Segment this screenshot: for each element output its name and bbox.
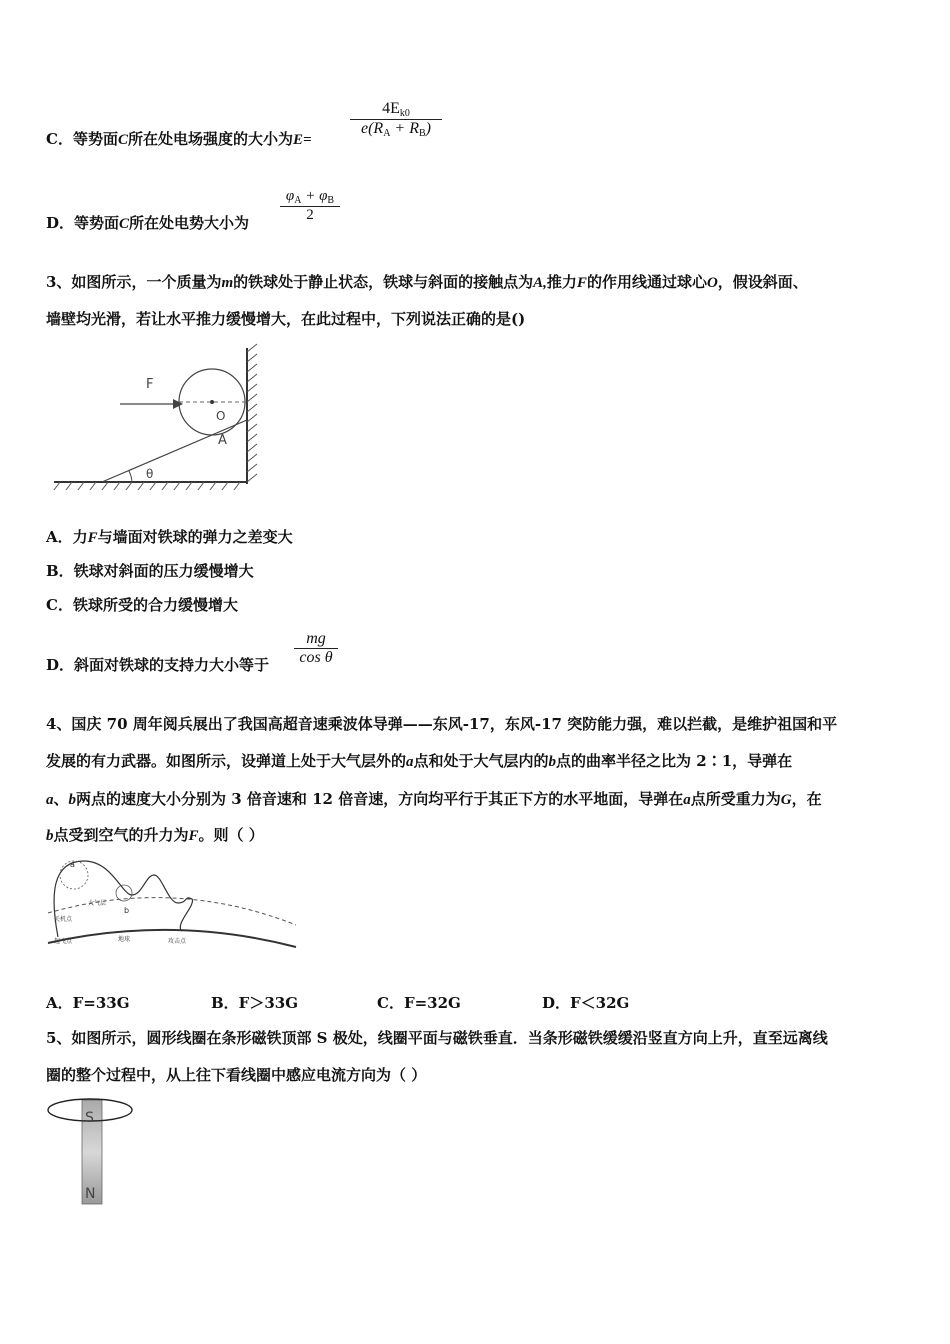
q3-figure-incline-ball bbox=[50, 342, 265, 492]
ground-hatching bbox=[54, 482, 240, 490]
fig-label-atmosphere: 大气层 bbox=[88, 900, 107, 907]
incline-line bbox=[102, 420, 247, 482]
magnet-N-label: N bbox=[85, 1186, 96, 1202]
q4-option-d: D．F＜32G bbox=[542, 994, 630, 1012]
theta-arc bbox=[129, 471, 132, 482]
fig-label-b: b bbox=[124, 906, 130, 915]
q3-option-c: C．铁球所受的合力缓慢增大 bbox=[46, 596, 238, 614]
label-O: O bbox=[216, 409, 226, 423]
q4-option-b: B．F＞33G bbox=[211, 994, 299, 1012]
theta-label: θ bbox=[146, 467, 154, 481]
q2-option-d: D．等势面C所在处电势大小为 bbox=[46, 214, 250, 232]
fig-label-a: a bbox=[70, 860, 75, 869]
q5-stem-line2: 圈的整个过程中，从上往下看线圈中感应电流方向为（ ） bbox=[46, 1066, 427, 1084]
q4-stem-line1: 4、国庆 70 周年阅兵展出了我国高超音速乘波体导弹——东风-17，东风-17 突防能力强，难以拦截，是维护祖国和平 bbox=[46, 715, 838, 733]
fig-label-shutoff: 关机点 bbox=[54, 916, 73, 923]
q5-stem-line1: 5、如图所示，圆形线圈在条形磁铁顶部 S 极处，线圈平面与磁铁垂直．当条形磁铁缓缓沿竖直方向上升，直至远离线 bbox=[46, 1029, 828, 1047]
q4-stem-line3: a、b两点的速度大小分别为 3 倍音速和 12 倍音速，方向均平行于其正下方的水平地面，导弹在a点所受重力为G，在 bbox=[46, 790, 822, 808]
q3-option-d: D．斜面对铁球的支持力大小等于 bbox=[46, 656, 270, 674]
q4-figure-trajectory bbox=[44, 855, 300, 955]
wall-hatching bbox=[247, 344, 257, 482]
q3-option-a: A．力F与墙面对铁球的弹力之差变大 bbox=[46, 528, 293, 546]
q3-option-b: B．铁球对斜面的压力缓慢增大 bbox=[46, 562, 254, 580]
q5-figure-magnet-coil bbox=[44, 1094, 136, 1208]
label-F: F bbox=[146, 377, 154, 392]
q2-option-d-fraction: $\varphi_A + \varphi_B$ 2 bbox=[280, 188, 340, 224]
missile-trajectory bbox=[54, 861, 192, 937]
q3-option-d-fraction: mg cos θ bbox=[294, 630, 338, 667]
q2-option-c: C．等势面C所在处电场强度的大小为E= bbox=[46, 130, 312, 148]
q2-option-c-fraction: $4E_{k0}$ $e(R_A + R_B)$ bbox=[350, 100, 442, 139]
q3-stem-line1: 3、如图所示，一个质量为m的铁球处于静止状态，铁球与斜面的接触点为A,推力F的作用线通过球心O，假设斜面、 bbox=[46, 273, 808, 291]
fig-label-earth: 地球 bbox=[118, 936, 131, 943]
q4-option-c: C．F=32G bbox=[377, 994, 461, 1012]
fig-label-launch: 起飞点 bbox=[54, 938, 73, 945]
fig-label-target: 攻击点 bbox=[168, 938, 187, 945]
q4-stem-line2: 发展的有力武器。如图所示，设弹道上处于大气层外的a点和处于大气层内的b点的曲率半径之比为 2∶1，导弹在 bbox=[46, 752, 793, 770]
q4-option-a: A．F=33G bbox=[46, 994, 130, 1012]
q3-stem-line2: 墙壁均光滑，若让水平推力缓慢增大，在此过程中，下列说法正确的是() bbox=[46, 310, 526, 328]
label-A: A bbox=[218, 433, 227, 448]
force-arrow-head bbox=[173, 399, 183, 409]
magnet-S-label: S bbox=[85, 1110, 94, 1126]
atmosphere-boundary bbox=[48, 898, 296, 925]
q4-stem-line4: b点受到空气的升力为F。则（ ） bbox=[46, 826, 264, 844]
